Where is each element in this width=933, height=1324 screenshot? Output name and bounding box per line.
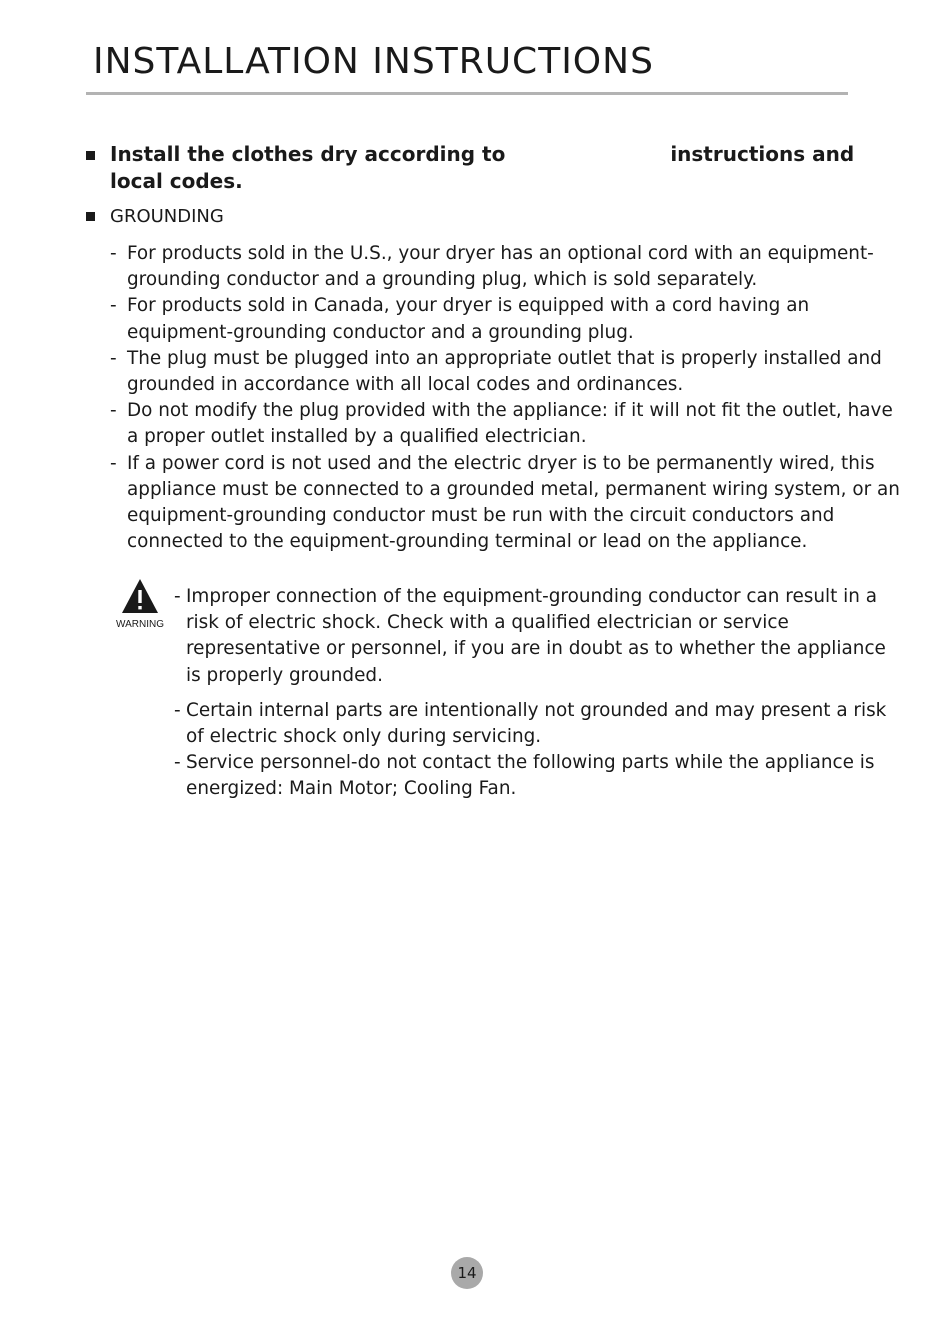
list-item (110, 451, 900, 556)
dash-marker: - (110, 243, 117, 264)
warning-item-text: Certain internal parts are intentionally not grounded and may present a risk of electric shock only during servicing. (186, 699, 887, 748)
grounding-heading: GROUNDING (110, 206, 224, 227)
square-bullet-icon (86, 151, 95, 160)
title-divider (86, 92, 848, 95)
intro-statement (110, 141, 900, 195)
list-item (110, 241, 900, 293)
intro-text-part1: Install the clothes dry according to (110, 142, 506, 166)
list-item-text: The plug must be plugged into an appropriate outlet that is properly installed and grounded in accordance with all local codes and ordinances. (127, 347, 882, 396)
page-number-badge: 14 (451, 1257, 483, 1289)
dash-marker: - (110, 400, 117, 422)
list-item-text: For products sold in the U.S., your dryer has an optional cord with an equipment-grounding conductor and a grounding plug, which is sold separately. (127, 243, 874, 291)
warning-block (174, 584, 894, 803)
warning-item (174, 698, 894, 750)
warning-item (174, 584, 894, 689)
list-item-text: Do not modify the plug provided with the appliance: if it will not fit the outlet, have a proper outlet installed by a qualified electrician. (127, 400, 893, 448)
list-item-text: For products sold in Canada, your dryer is equipped with a cord having an equipment-grounding conductor and a grounding plug. (127, 295, 810, 343)
dash-marker: - (110, 295, 117, 317)
warning-item-text: Improper connection of the equipment-grounding conductor can result in a risk of electric shock. Check with a qualified electrician or service representative or personnel, if you are in doubt as to whether the appliance is properly grounded. (186, 586, 886, 686)
square-bullet-icon (86, 212, 95, 221)
list-item (110, 346, 900, 398)
list-item (110, 398, 900, 450)
warning-item (174, 750, 894, 802)
dash-marker: - (110, 452, 117, 474)
warning-label: WARNING (116, 619, 164, 630)
intro-text-part2: instructions and local codes. (110, 142, 855, 193)
warning-item-text: Service personnel-do not contact the following parts while the appliance is energized: Main Motor; Cooling Fan. (186, 752, 875, 800)
dash-marker: - (174, 699, 181, 721)
list-item-text: If a power cord is not used and the electric dryer is to be permanently wired, this appliance must be connected to a grounded metal, permanent wiring system, or an equipment-grounding conductor must be run with the circuit conductors and connected to the equipment-grounding terminal or lead on the appliance. (127, 452, 900, 553)
grounding-list (110, 241, 900, 555)
list-item (110, 293, 900, 345)
dash-marker: - (110, 347, 117, 369)
warning-triangle-icon (106, 577, 176, 633)
page-title: INSTALLATION INSTRUCTIONS (93, 41, 654, 82)
dash-marker: - (174, 586, 181, 607)
dash-marker: - (174, 752, 181, 774)
